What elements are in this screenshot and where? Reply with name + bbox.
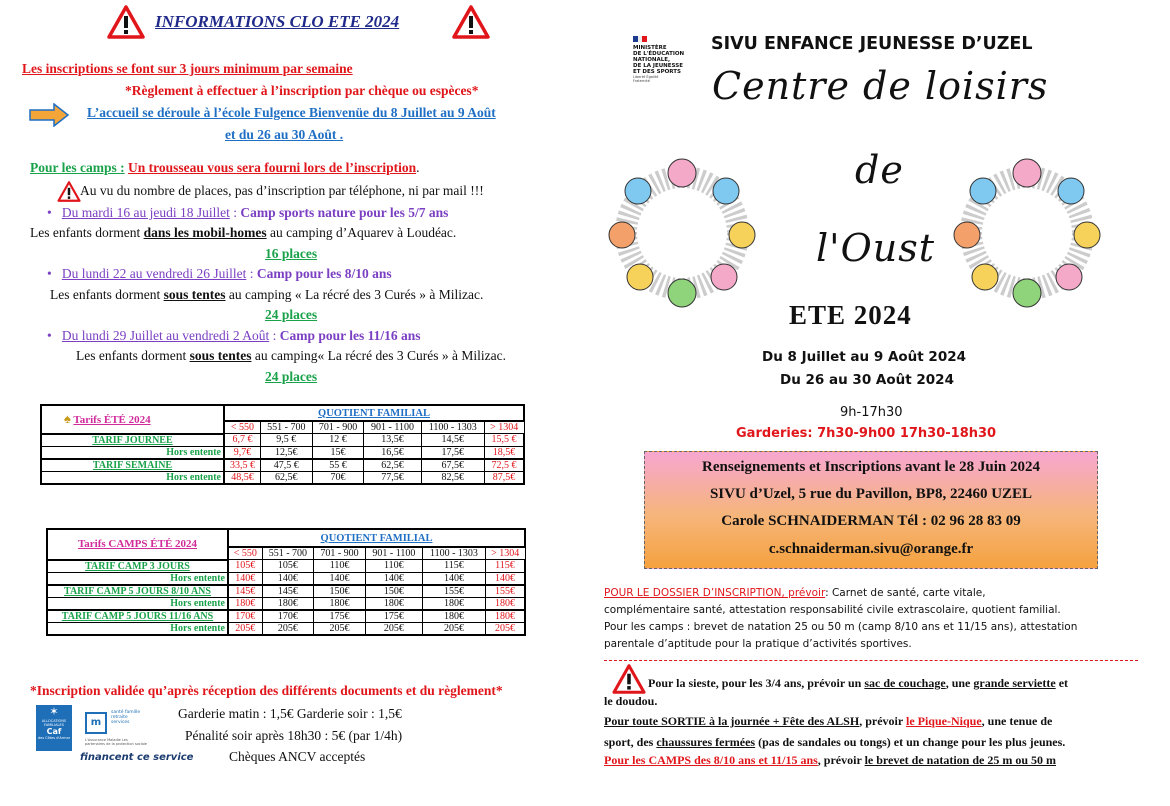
penalite-text: Pénalité soir après 18h30 : 5€ (par 1/4h) [185,728,403,743]
price-cell: 115€ [422,560,485,573]
price-cell: 145€ [228,585,262,598]
qf-bracket: 1100 - 1303 [422,547,485,560]
price-cell: 9,5 € [260,434,312,447]
price-cell: 9,7€ [224,446,260,459]
people-icon: ✶ [49,705,59,718]
ministere-line: MINISTÈRE [633,45,667,51]
qf-bracket: 701 - 900 [314,547,366,560]
price-cell: 180€ [228,597,262,610]
qf-bracket: 901 - 1100 [365,547,422,560]
price-cell: 205€ [314,622,366,635]
price-cell: 15,5 € [484,434,524,447]
sortie-line-2: sport, des chaussures fermées (pas de sandales ou tongs) et un change pour les plus jeunes. [604,735,1066,749]
price-cell: 180€ [485,597,525,610]
tarifs-title-cell [41,405,224,434]
qf-bracket: 701 - 900 [312,421,364,434]
camp-places: 24 places [265,307,318,322]
camp-places: 16 places [265,246,318,261]
price-cell: 140€ [485,572,525,585]
camp-title: Camp sports nature pour les 5/7 ans [240,205,449,220]
price-cell: 12 € [312,434,364,447]
warning-icon [452,5,490,39]
price-cell: 14,5€ [421,434,484,447]
qf-bracket: > 1304 [484,421,524,434]
ministere-line: ET DES SPORTS [633,69,681,75]
ministere-line: DE LA JEUNESSE [633,63,683,69]
qf-bracket: < 550 [228,547,262,560]
camp-dates: Du lundi 22 au vendredi 26 Juillet [61,266,247,281]
price-cell: 155€ [422,585,485,598]
price-cell: 33,5 € [224,459,260,472]
price-cell: 205€ [485,622,525,635]
camps-tarifs-table [46,528,526,636]
price-cell: 175€ [365,610,422,623]
camp-sleep: Les enfants dorment sous tentes au camping« La récré des 3 Curés » à Milizac. [76,348,507,363]
dossier-line-4: parentale d’aptitude pour la pratique d’activités sportives. [604,638,912,650]
camps-line: Pour les CAMPS des 8/10 ans et 11/15 ans, prévoir le brevet de natation de 25 m ou 50 m [604,753,1057,767]
warning-icon [57,181,81,207]
ete-title: ETE 2024 [789,300,912,330]
sieste-line-1: Pour la sieste, pour les 3/4 ans, prévoir un sac de couchage, une grande serviette et [648,676,1069,690]
cheques-text: Chèques ANCV acceptés [229,749,366,764]
price-cell: 140€ [365,572,422,585]
row-label: TARIF CAMP 5 JOURS 8/10 ANS [47,585,228,598]
accueil-line-1: L’accueil se déroule à l’école Fulgence Bienvenüe du 8 Juillet au 9 Août [87,105,496,120]
dates-line-2: Du 26 au 30 Août 2024 [780,372,954,388]
garderies-text: Garderies: 7h30-9h00 17h30-18h30 [736,426,997,441]
table-row [47,610,525,623]
price-cell: 180€ [262,597,314,610]
reglement-line: *Règlement à effectuer à l’inscription par chèque ou espèces* [125,83,479,98]
kids-circle-illustration [947,155,1107,310]
row-label: Hors entente [47,597,228,610]
page-title: INFORMATIONS CLO ETE 2024 [155,12,400,31]
price-cell: 77,5€ [364,471,421,484]
inscriptions-line: Les inscriptions se font sur 3 jours minimum par semaine [22,61,353,76]
msa-mark-icon: m [85,712,107,734]
price-cell: 13,5€ [364,434,421,447]
qf-bracket: 901 - 1100 [364,421,421,434]
row-label: TARIF CAMP 5 JOURS 11/16 ANS [47,610,228,623]
price-cell: 82,5€ [421,471,484,484]
price-cell: 110€ [314,560,366,573]
dossier-line-1: POUR LE DOSSIER D’INSCRIPTION, prévoir: Carnet de santé, carte vitale, [604,587,986,599]
price-cell: 6,7 € [224,434,260,447]
price-cell: 145€ [262,585,314,598]
box-line-1: Renseignements et Inscriptions avant le 28 Juin 2024 [702,459,1040,475]
row-label: TARIF SEMAINE [41,459,224,472]
camps-label: Pour les camps : [30,160,125,175]
arrow-right-icon [28,103,70,132]
box-email[interactable]: c.schnaiderman.sivu@orange.fr [768,541,974,557]
price-cell: 170€ [262,610,314,623]
sieste-line-2: le doudou. [604,694,658,708]
price-cell: 180€ [314,597,366,610]
warning-icon [107,5,145,39]
camps-tarifs-title-cell [47,529,228,560]
divider [604,660,1138,661]
centre-title-line-2: de [855,148,904,192]
table-row [47,585,525,598]
price-cell: 205€ [228,622,262,635]
row-label: Hors entente [47,572,228,585]
table-row [47,560,525,573]
price-cell: 115€ [485,560,525,573]
qf-header: QUOTIENT FAMILIAL [228,529,525,547]
dossier-label: POUR LE DOSSIER D’INSCRIPTION, prévoir [604,587,826,599]
camp-dates: Du lundi 29 Juillet au vendredi 2 Août [61,328,270,343]
bullet-icon: • [47,328,52,343]
qf-bracket: > 1304 [485,547,525,560]
camp-title: Camp pour les 11/16 ans [279,328,421,343]
org-name: SIVU ENFANCE JEUNESSE D’UZEL [711,34,1033,54]
price-cell: 47,5 € [260,459,312,472]
garderie-text: Garderie matin : 1,5€ Garderie soir : 1,5€ [178,706,402,721]
price-cell: 155€ [485,585,525,598]
msa-logo: m santé famille retraite services L'Assurance Maladie Les partenaires de la protection sociale [85,710,147,746]
price-cell: 62,5€ [260,471,312,484]
flag-icon [633,36,647,42]
row-label: Hors entente [41,446,224,459]
camp-dates: Du mardi 16 au jeudi 18 Juillet [61,205,230,220]
table-row [47,622,525,635]
price-cell: 150€ [365,585,422,598]
price-cell: 17,5€ [421,446,484,459]
price-cell: 140€ [228,572,262,585]
qf-bracket: < 550 [224,421,260,434]
accueil-line-2: et du 26 au 30 Août . [225,127,344,142]
price-cell: 105€ [228,560,262,573]
ministere-line: NATIONALE, [633,57,671,63]
qf-bracket: 1100 - 1303 [421,421,484,434]
price-cell: 70€ [312,471,364,484]
qf-bracket: 551 - 700 [262,547,314,560]
camp-item: • Du lundi 29 Juillet au vendredi 2 Août : Camp pour les 11/16 ans [47,328,421,343]
tarifs-table [40,404,525,485]
price-cell: 205€ [365,622,422,635]
caf-logo: ✶ ALLOCATIONS FAMILIALES Caf des Côtes d'Armor [36,705,72,751]
price-cell: 140€ [422,572,485,585]
price-cell: 175€ [314,610,366,623]
row-label: TARIF JOURNEE [41,434,224,447]
price-cell: 180€ [485,610,525,623]
bullet-icon: • [47,266,52,281]
dossier-line-3: Pour les camps : brevet de natation 25 ou 50 m (camp 8/10 ans et 11/15 ans), attestation [604,621,1078,633]
camps-tarifs-title: Tarifs CAMPS ÉTÉ 2024 [77,537,198,550]
camps-intro [30,160,420,176]
price-cell: 48,5€ [224,471,260,484]
centre-title-line-3: l'Oust [816,226,935,270]
price-cell: 55 € [312,459,364,472]
financent-text: financent ce service [80,752,194,763]
box-address: SIVU d’Uzel, 5 rue du Pavillon, BP8, 22460 UZEL [709,486,1033,502]
dates-line-1: Du 8 Juillet au 9 Août 2024 [762,349,967,365]
table-row [47,572,525,585]
table-row [47,597,525,610]
tarif-icon: ♠ [64,410,71,426]
price-cell: 18,5€ [484,446,524,459]
camp-title: Camp pour les 8/10 ans [256,266,392,281]
tarifs-title: Tarifs ÉTÉ 2024 [73,413,151,426]
price-cell: 72,5 € [484,459,524,472]
price-cell: 67,5€ [421,459,484,472]
hours-text: 9h-17h30 [840,405,903,420]
kids-circle-illustration [602,155,762,310]
price-cell: 140€ [314,572,366,585]
table-row [41,434,524,447]
ministere-logo: MINISTÈRE DE L'ÉDUCATION NATIONALE, DE LA JEUNESSE ET DES SPORTS Liberté Égalité Fraternité [633,36,703,83]
price-cell: 110€ [365,560,422,573]
price-cell: 180€ [365,597,422,610]
centre-title-line-1: Centre de loisirs [712,64,1049,108]
price-cell: 170€ [228,610,262,623]
row-label: Hors entente [47,622,228,635]
price-cell: 105€ [262,560,314,573]
sortie-line-1: Pour toute SORTIE à la journée + Fête des ALSH, prévoir le Pique-Nique, une tenue de [604,714,1053,728]
price-cell: 205€ [262,622,314,635]
box-contact: Carole SCHNAIDERMAN Tél : 02 96 28 83 09 [721,513,1021,529]
price-cell: 87,5€ [484,471,524,484]
price-cell: 180€ [422,597,485,610]
row-label: TARIF CAMP 3 JOURS [47,560,228,573]
camp-sleep: Les enfants dorment sous tentes au camping « La récré des 3 Curés » à Milizac. [50,287,484,302]
camp-item: • Du mardi 16 au jeudi 18 Juillet : Camp sports nature pour les 5/7 ans [47,205,449,220]
camps-trousseau: Un trousseau vous sera fourni lors de l’inscription [128,160,417,175]
price-cell: 62,5€ [364,459,421,472]
inscription-validee: *Inscription validée qu’après réception des différents documents et du règlement* [30,683,503,698]
camp-sleep: Les enfants dorment dans les mobil-homes au camping d’Aquarev à Loudéac. [30,225,457,240]
price-cell: 180€ [422,610,485,623]
price-cell: 16,5€ [364,446,421,459]
price-cell: 12,5€ [260,446,312,459]
camp-places: 24 places [265,369,318,384]
table-row [41,446,524,459]
table-row [41,471,524,484]
price-cell: 140€ [262,572,314,585]
price-cell: 150€ [314,585,366,598]
camps-dot: . [416,160,420,175]
table-row [41,459,524,472]
qf-header: QUOTIENT FAMILIAL [224,405,524,421]
info-box [644,451,1098,569]
ministere-line: DE L'ÉDUCATION [633,51,685,57]
price-cell: 205€ [422,622,485,635]
qf-bracket: 551 - 700 [260,421,312,434]
row-label: Hors entente [41,471,224,484]
dossier-line-2: complémentaire santé, attestation responsabilité civile extrascolaire, quotient familial. [604,604,1061,616]
bullet-icon: • [47,205,52,220]
places-warning: Au vu du nombre de places, pas d’inscription par téléphone, ni par mail !!! [80,183,484,198]
camp-item: • Du lundi 22 au vendredi 26 Juillet : Camp pour les 8/10 ans [47,266,392,281]
price-cell: 15€ [312,446,364,459]
